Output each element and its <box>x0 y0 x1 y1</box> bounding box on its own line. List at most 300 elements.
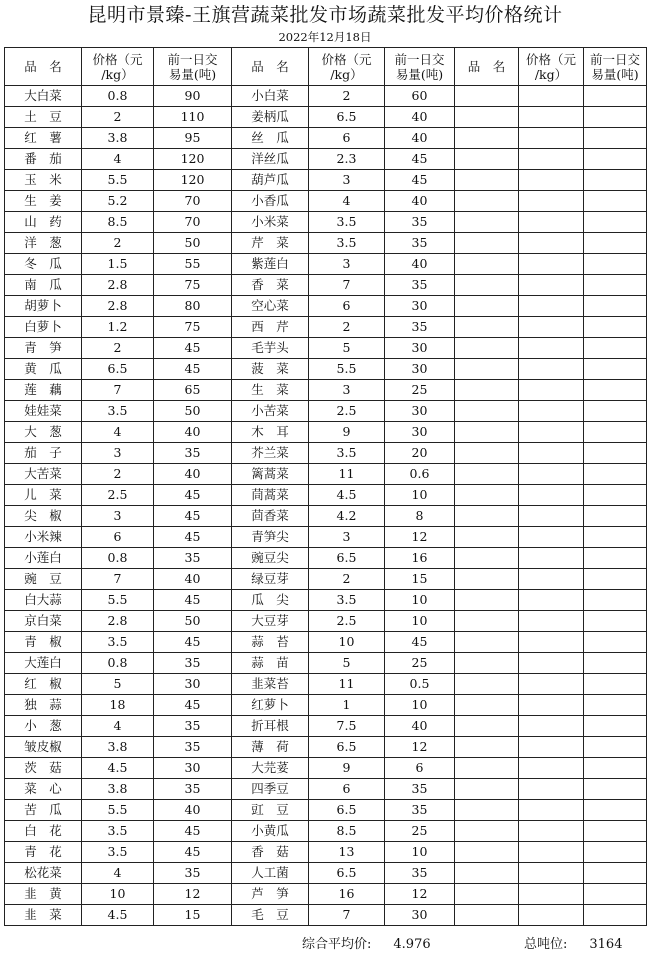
item-name: 大 葱 <box>5 422 82 443</box>
item-price <box>519 338 584 359</box>
item-volume: 45 <box>154 842 232 863</box>
header-name-2: 品 名 <box>232 48 309 86</box>
item-volume: 40 <box>154 569 232 590</box>
item-name: 豌豆尖 <box>232 548 309 569</box>
header-volume-1: 前一日交 易量(吨) <box>154 48 232 86</box>
item-volume: 40 <box>385 107 455 128</box>
item-name <box>455 800 519 821</box>
item-volume: 45 <box>154 527 232 548</box>
item-price: 6.5 <box>309 548 385 569</box>
item-price <box>519 275 584 296</box>
item-price: 5 <box>309 338 385 359</box>
table-row <box>5 485 647 506</box>
item-volume <box>584 569 647 590</box>
item-name: 大白菜 <box>5 86 82 107</box>
item-price: 4.5 <box>82 905 154 926</box>
item-name: 木 耳 <box>232 422 309 443</box>
item-price: 2.5 <box>309 401 385 422</box>
item-price: 6 <box>309 296 385 317</box>
item-price: 18 <box>82 695 154 716</box>
item-volume <box>584 338 647 359</box>
item-volume <box>584 128 647 149</box>
item-price <box>519 464 584 485</box>
item-price: 6.5 <box>309 737 385 758</box>
item-price: 3.8 <box>82 779 154 800</box>
header-name-1: 品 名 <box>5 48 82 86</box>
item-name <box>455 653 519 674</box>
item-price: 3 <box>309 254 385 275</box>
item-price: 3 <box>309 527 385 548</box>
item-name: 小香瓜 <box>232 191 309 212</box>
item-price <box>519 569 584 590</box>
table-row <box>5 443 647 464</box>
item-price <box>519 149 584 170</box>
item-price <box>519 443 584 464</box>
item-price: 10 <box>82 884 154 905</box>
item-volume <box>584 506 647 527</box>
item-volume <box>584 464 647 485</box>
item-name <box>455 296 519 317</box>
item-price: 2 <box>309 86 385 107</box>
item-price <box>519 737 584 758</box>
item-volume: 40 <box>154 422 232 443</box>
item-price: 5.5 <box>82 800 154 821</box>
item-volume <box>584 380 647 401</box>
item-name: 绿豆芽 <box>232 569 309 590</box>
item-volume: 120 <box>154 170 232 191</box>
item-price: 7 <box>309 275 385 296</box>
item-name: 大莲白 <box>5 653 82 674</box>
item-price <box>519 233 584 254</box>
item-price <box>519 212 584 233</box>
item-volume <box>584 653 647 674</box>
item-price: 1 <box>309 695 385 716</box>
table-row <box>5 170 647 191</box>
item-price: 5.5 <box>82 170 154 191</box>
item-volume: 40 <box>385 191 455 212</box>
item-price: 6 <box>82 527 154 548</box>
item-price: 5.5 <box>82 590 154 611</box>
item-price <box>519 779 584 800</box>
item-name: 番 茄 <box>5 149 82 170</box>
item-volume <box>584 632 647 653</box>
item-volume: 30 <box>385 422 455 443</box>
item-price: 16 <box>309 884 385 905</box>
item-price <box>519 359 584 380</box>
item-name: 芦 笋 <box>232 884 309 905</box>
item-price: 13 <box>309 842 385 863</box>
item-volume: 45 <box>385 632 455 653</box>
item-price: 2.8 <box>82 275 154 296</box>
item-name: 白大蒜 <box>5 590 82 611</box>
page-title: 昆明市景臻-王旗营蔬菜批发市场蔬菜批发平均价格统计 <box>87 4 563 26</box>
item-volume: 30 <box>385 296 455 317</box>
item-name: 胡萝卜 <box>5 296 82 317</box>
item-price: 3.8 <box>82 128 154 149</box>
item-volume: 80 <box>154 296 232 317</box>
item-name: 大芫荽 <box>232 758 309 779</box>
item-price: 7 <box>82 569 154 590</box>
item-volume: 35 <box>385 863 455 884</box>
item-price: 5.2 <box>82 191 154 212</box>
item-name <box>455 569 519 590</box>
item-volume: 35 <box>385 800 455 821</box>
item-name: 人工菌 <box>232 863 309 884</box>
item-price <box>519 296 584 317</box>
item-price <box>519 527 584 548</box>
item-volume: 25 <box>385 380 455 401</box>
item-name <box>455 107 519 128</box>
table-row <box>5 296 647 317</box>
item-volume: 50 <box>154 401 232 422</box>
item-volume <box>584 863 647 884</box>
item-name: 玉 米 <box>5 170 82 191</box>
item-volume: 45 <box>154 695 232 716</box>
item-name: 豌 豆 <box>5 569 82 590</box>
table-row <box>5 674 647 695</box>
item-volume: 40 <box>385 254 455 275</box>
item-name: 菠 菜 <box>232 359 309 380</box>
item-name: 瓜 尖 <box>232 590 309 611</box>
item-volume <box>584 422 647 443</box>
item-name: 韭 菜 <box>5 905 82 926</box>
item-price: 4 <box>82 863 154 884</box>
item-price: 2 <box>82 233 154 254</box>
item-name: 洋 葱 <box>5 233 82 254</box>
item-price: 6.5 <box>309 800 385 821</box>
item-price <box>519 884 584 905</box>
item-price: 4 <box>309 191 385 212</box>
item-name <box>455 590 519 611</box>
item-name <box>455 506 519 527</box>
item-volume: 50 <box>154 611 232 632</box>
item-name: 小白菜 <box>232 86 309 107</box>
item-price <box>519 191 584 212</box>
item-name <box>455 128 519 149</box>
item-volume: 10 <box>385 590 455 611</box>
table-row <box>5 527 647 548</box>
item-name <box>455 842 519 863</box>
item-name <box>455 632 519 653</box>
item-name <box>455 338 519 359</box>
item-volume: 45 <box>154 338 232 359</box>
table-row <box>5 359 647 380</box>
item-name: 空心菜 <box>232 296 309 317</box>
item-name: 青 椒 <box>5 632 82 653</box>
item-volume <box>584 737 647 758</box>
item-volume: 35 <box>154 548 232 569</box>
item-volume: 30 <box>385 359 455 380</box>
item-volume: 10 <box>385 485 455 506</box>
item-volume <box>584 107 647 128</box>
item-volume <box>584 401 647 422</box>
item-price <box>519 674 584 695</box>
item-price: 2 <box>82 338 154 359</box>
item-price <box>519 800 584 821</box>
item-volume: 45 <box>154 485 232 506</box>
item-name: 南 瓜 <box>5 275 82 296</box>
report-date: 2022年12月18日 <box>278 30 372 44</box>
average-price <box>302 936 431 954</box>
item-volume: 75 <box>154 317 232 338</box>
item-price: 2 <box>82 107 154 128</box>
item-name: 白 花 <box>5 821 82 842</box>
item-price <box>519 695 584 716</box>
header-price-3: 价格（元 /kg） <box>519 48 584 86</box>
item-price <box>519 401 584 422</box>
item-price: 3 <box>82 506 154 527</box>
item-volume: 40 <box>154 800 232 821</box>
item-name: 小黄瓜 <box>232 821 309 842</box>
item-volume <box>584 296 647 317</box>
item-volume <box>584 716 647 737</box>
item-volume: 45 <box>385 149 455 170</box>
table-row <box>5 422 647 443</box>
item-volume <box>584 212 647 233</box>
table-row <box>5 569 647 590</box>
item-price <box>519 128 584 149</box>
item-price: 3.5 <box>309 212 385 233</box>
item-name <box>455 884 519 905</box>
item-volume: 0.6 <box>385 464 455 485</box>
item-price: 5.5 <box>309 359 385 380</box>
item-volume <box>584 695 647 716</box>
item-volume: 12 <box>385 527 455 548</box>
header-price-1: 价格（元 /kg） <box>82 48 154 86</box>
item-price: 4.5 <box>309 485 385 506</box>
item-price: 7 <box>309 905 385 926</box>
item-price <box>519 590 584 611</box>
item-price <box>519 254 584 275</box>
item-name: 豇 豆 <box>232 800 309 821</box>
item-name: 葫芦瓜 <box>232 170 309 191</box>
item-price: 10 <box>309 632 385 653</box>
item-name <box>455 821 519 842</box>
item-volume: 25 <box>385 653 455 674</box>
table-row <box>5 842 647 863</box>
item-price: 4 <box>82 422 154 443</box>
item-name: 黄 瓜 <box>5 359 82 380</box>
item-volume: 45 <box>154 590 232 611</box>
item-volume: 35 <box>154 779 232 800</box>
table-row <box>5 86 647 107</box>
item-price: 3 <box>309 170 385 191</box>
item-name: 蒜 苗 <box>232 653 309 674</box>
item-volume <box>584 275 647 296</box>
total-tonnage <box>524 936 622 954</box>
table-row <box>5 653 647 674</box>
item-volume <box>584 149 647 170</box>
item-name: 丝 瓜 <box>232 128 309 149</box>
item-name: 苦 瓜 <box>5 800 82 821</box>
item-price <box>519 632 584 653</box>
item-price: 4.2 <box>309 506 385 527</box>
item-name: 生 菜 <box>232 380 309 401</box>
item-volume: 90 <box>154 86 232 107</box>
item-volume: 40 <box>385 128 455 149</box>
item-volume: 35 <box>154 863 232 884</box>
item-volume: 35 <box>385 317 455 338</box>
item-name <box>455 422 519 443</box>
item-volume: 55 <box>154 254 232 275</box>
item-name: 折耳根 <box>232 716 309 737</box>
item-price: 3.5 <box>82 632 154 653</box>
item-volume: 95 <box>154 128 232 149</box>
table-row <box>5 128 647 149</box>
item-name <box>455 548 519 569</box>
item-price: 4 <box>82 149 154 170</box>
item-name: 紫莲白 <box>232 254 309 275</box>
item-volume: 30 <box>385 905 455 926</box>
item-volume <box>584 233 647 254</box>
item-name: 尖 椒 <box>5 506 82 527</box>
item-volume <box>584 905 647 926</box>
item-price: 9 <box>309 422 385 443</box>
item-volume <box>584 758 647 779</box>
table-row <box>5 737 647 758</box>
item-price: 5 <box>309 653 385 674</box>
item-volume <box>584 674 647 695</box>
item-price: 9 <box>309 758 385 779</box>
item-name: 茨 菇 <box>5 758 82 779</box>
item-price <box>519 653 584 674</box>
item-price: 11 <box>309 674 385 695</box>
item-volume <box>584 842 647 863</box>
item-price: 6.5 <box>309 863 385 884</box>
item-volume: 120 <box>154 149 232 170</box>
item-price: 3.5 <box>309 443 385 464</box>
item-volume: 35 <box>385 233 455 254</box>
item-price: 1.5 <box>82 254 154 275</box>
item-volume: 45 <box>154 359 232 380</box>
table-row <box>5 800 647 821</box>
item-name: 香 菜 <box>232 275 309 296</box>
item-name: 香 菇 <box>232 842 309 863</box>
item-name: 独 蒜 <box>5 695 82 716</box>
item-name: 青 笋 <box>5 338 82 359</box>
item-name <box>455 191 519 212</box>
item-name <box>455 863 519 884</box>
item-name: 小米菜 <box>232 212 309 233</box>
average-price-value: 4.976 <box>393 937 431 952</box>
item-volume <box>584 170 647 191</box>
item-name: 生 姜 <box>5 191 82 212</box>
item-price <box>519 611 584 632</box>
item-name <box>455 674 519 695</box>
item-volume: 30 <box>154 758 232 779</box>
item-volume: 45 <box>154 821 232 842</box>
table-row <box>5 716 647 737</box>
item-name: 洋丝瓜 <box>232 149 309 170</box>
table-row <box>5 464 647 485</box>
item-price <box>519 506 584 527</box>
item-name <box>455 905 519 926</box>
price-table <box>4 47 647 926</box>
total-tonnage-label: 总吨位: <box>524 937 568 952</box>
total-tonnage-value: 3164 <box>589 937 623 952</box>
table-row <box>5 905 647 926</box>
table-row <box>5 380 647 401</box>
item-name <box>455 779 519 800</box>
item-volume: 8 <box>385 506 455 527</box>
item-volume: 35 <box>385 212 455 233</box>
item-name: 篱蒿菜 <box>232 464 309 485</box>
item-name: 薄 荷 <box>232 737 309 758</box>
item-price: 0.8 <box>82 86 154 107</box>
item-volume: 10 <box>385 611 455 632</box>
item-volume: 20 <box>385 443 455 464</box>
item-price: 2.5 <box>82 485 154 506</box>
item-name: 姜柄瓜 <box>232 107 309 128</box>
item-volume: 45 <box>154 632 232 653</box>
item-price: 3.5 <box>82 401 154 422</box>
header-volume-2: 前一日交 易量(吨) <box>385 48 455 86</box>
item-price: 3.8 <box>82 737 154 758</box>
item-name: 大豆芽 <box>232 611 309 632</box>
item-price <box>519 842 584 863</box>
item-price: 1.2 <box>82 317 154 338</box>
table-row <box>5 191 647 212</box>
item-name: 小 葱 <box>5 716 82 737</box>
table-row <box>5 401 647 422</box>
item-volume: 12 <box>385 737 455 758</box>
item-price: 6 <box>309 779 385 800</box>
item-name: 白萝卜 <box>5 317 82 338</box>
item-price: 2.3 <box>309 149 385 170</box>
item-volume: 45 <box>154 506 232 527</box>
item-name <box>455 317 519 338</box>
item-volume: 30 <box>154 674 232 695</box>
item-volume <box>584 317 647 338</box>
item-price <box>519 485 584 506</box>
item-name: 山 药 <box>5 212 82 233</box>
item-name: 韭 黄 <box>5 884 82 905</box>
item-name <box>455 611 519 632</box>
item-name: 大苦菜 <box>5 464 82 485</box>
item-volume <box>584 86 647 107</box>
item-price: 0.8 <box>82 548 154 569</box>
item-name <box>455 149 519 170</box>
item-name <box>455 233 519 254</box>
item-price: 2 <box>309 317 385 338</box>
item-name: 莲 藕 <box>5 380 82 401</box>
item-volume: 10 <box>385 842 455 863</box>
item-name: 四季豆 <box>232 779 309 800</box>
item-price: 3 <box>82 443 154 464</box>
item-name: 芥兰菜 <box>232 443 309 464</box>
item-name <box>455 443 519 464</box>
item-volume: 40 <box>154 464 232 485</box>
table-row <box>5 695 647 716</box>
header-volume-3: 前一日交 易量(吨) <box>584 48 647 86</box>
item-price: 3.5 <box>82 821 154 842</box>
item-volume <box>584 359 647 380</box>
table-row <box>5 632 647 653</box>
item-name: 菜 心 <box>5 779 82 800</box>
table-row <box>5 338 647 359</box>
item-volume <box>584 821 647 842</box>
item-volume <box>584 548 647 569</box>
item-name: 韭菜苔 <box>232 674 309 695</box>
item-name: 小米辣 <box>5 527 82 548</box>
item-price <box>519 716 584 737</box>
table-row <box>5 254 647 275</box>
item-volume <box>584 485 647 506</box>
item-name <box>455 275 519 296</box>
table-row <box>5 863 647 884</box>
item-price: 8.5 <box>82 212 154 233</box>
item-volume: 16 <box>385 548 455 569</box>
